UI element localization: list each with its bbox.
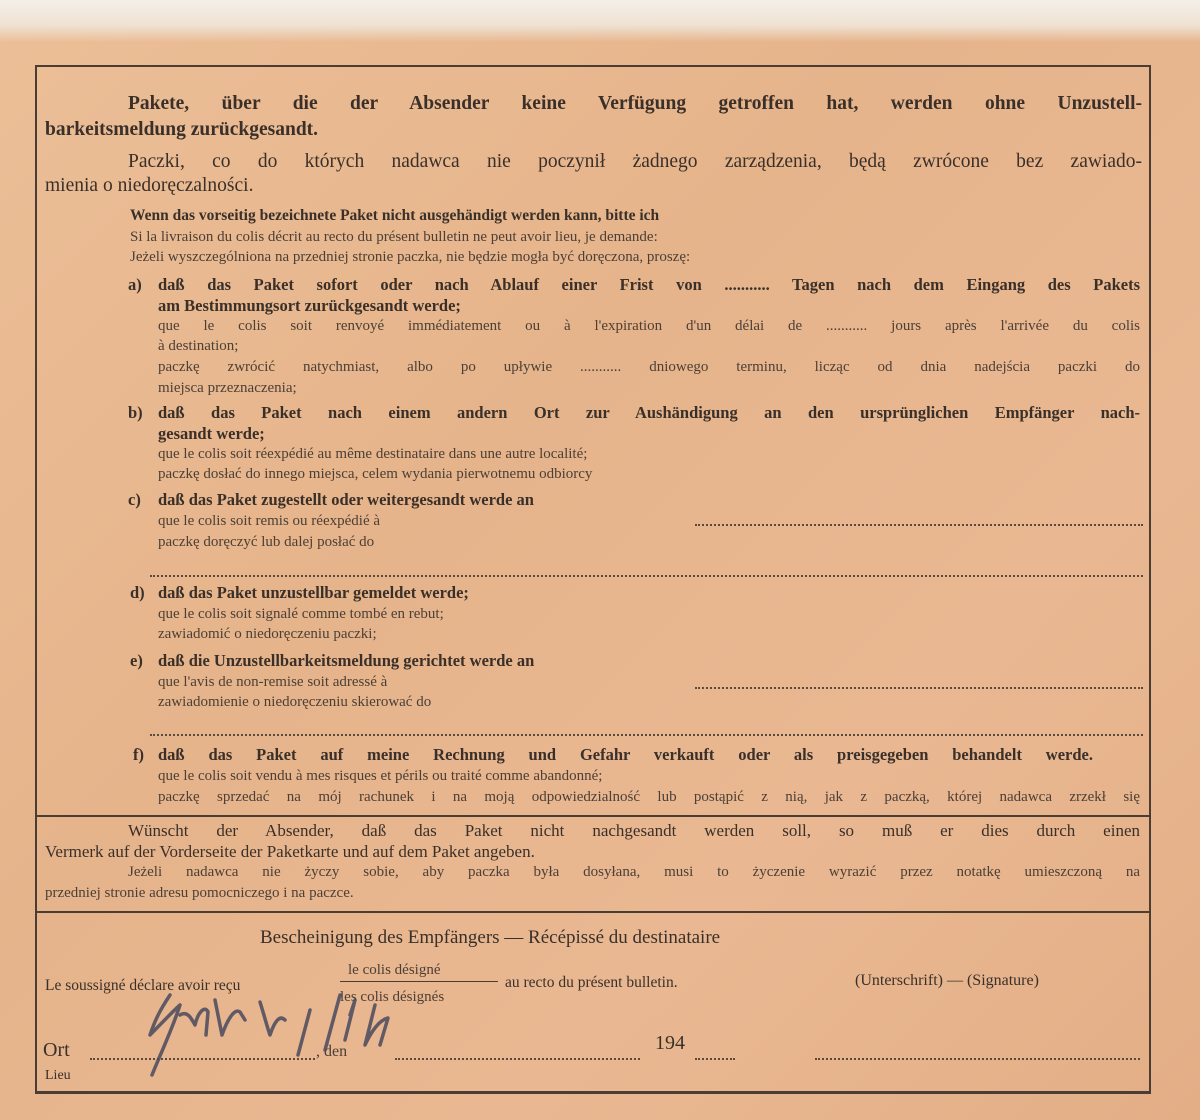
notice-pl-1: Paczki, co do których nadawca nie poczynił żadnego zarządzenia, będą zwrócone bez zawiado- xyxy=(128,151,1142,172)
ort-label: Ort xyxy=(43,1039,70,1061)
option-a-de-2: am Bestimmungsort zurückgesandt werde; xyxy=(158,296,461,315)
year-field[interactable] xyxy=(695,1058,735,1060)
forwarding-pl-2: przedniej stronie adresu pomocniczego i na paczce. xyxy=(45,885,354,901)
signature-field[interactable] xyxy=(815,1058,1140,1060)
receipt-singular: le colis désigné xyxy=(348,962,441,978)
option-d-de: daß das Paket unzustellbar gemeldet werde; xyxy=(158,583,469,602)
option-c-address-field-2[interactable] xyxy=(150,575,1143,577)
option-f-pl: paczkę sprzedać na mój rachunek i na moją odpowiedzialność lub postąpić z nią, jak z paczką, której nadawca zrzekł się xyxy=(158,789,1140,805)
option-d-label: d) xyxy=(130,583,145,602)
option-a-pl-2: miejsca przeznaczenia; xyxy=(158,380,297,396)
option-b-de-1: daß das Paket nach einem andern Ort zur Aushändigung an den ursprünglichen Empfänger nach- xyxy=(158,403,1140,422)
intro-fr: Si la livraison du colis décrit au recto du présent bulletin ne peut avoir lieu, je demande: xyxy=(130,229,658,245)
notice-de-1: Pakete, über die der Absender keine Verfügung getroffen hat, werden ohne Unzustell- xyxy=(128,93,1142,114)
option-b-fr: que le colis soit réexpédié au même destinataire dans une autre localité; xyxy=(158,446,588,462)
option-c-pl: paczkę doręczyć lub dalej posłać do xyxy=(158,534,375,550)
option-c-fr: que le colis soit remis ou réexpédié à xyxy=(158,513,381,529)
signature-label: (Unterschrift) — (Signature) xyxy=(855,972,1039,989)
option-a-de-1: daß das Paket sofort oder nach Ablauf einer Frist von ........... Tagen nach dem Eingang des Pakets xyxy=(158,275,1140,294)
receipt-plural: les colis désignés xyxy=(340,989,445,1005)
option-b-de-2: gesandt werde; xyxy=(158,424,265,443)
option-a-label: a) xyxy=(128,275,142,294)
notice-pl-2: mienia o niedoręczalności. xyxy=(45,175,254,196)
intro-de: Wenn das vorseitig bezeichnete Paket nicht ausgehändigt werden kann, bitte ich xyxy=(130,207,660,224)
fraction-bar xyxy=(340,981,498,982)
option-e-fr: que l'avis de non-remise soit adressé à xyxy=(158,674,388,690)
torn-top-edge xyxy=(0,0,1200,42)
option-b-pl: paczkę dosłać do innego miejsca, celem wydania pierwotnemu odbiorcy xyxy=(158,466,593,482)
lieu-label: Lieu xyxy=(45,1068,71,1083)
option-e-de: daß die Unzustellbarkeitsmeldung gerichtet werde an xyxy=(158,651,535,670)
notice-de-2: barkeitsmeldung zurückgesandt. xyxy=(45,119,319,140)
intro-pl: Jeżeli wyszczególniona na przedniej stronie paczka, nie będzie mogła być doręczona, proszę: xyxy=(130,249,691,265)
forwarding-pl-1: Jeżeli nadawca nie życzy sobie, aby paczka była dosyłana, musi to życzenie wyrazić przez notatkę umieszczoną na xyxy=(128,864,1140,880)
receipt-declare: Le soussigné déclare avoir reçu xyxy=(45,977,241,994)
forwarding-de-1: Wünscht der Absender, daß das Paket nicht nachgesandt werden soll, so muß er dies durch einen xyxy=(128,821,1140,840)
forwarding-de-2: Vermerk auf der Vorderseite der Paketkarte und auf dem Paket angeben. xyxy=(45,842,535,861)
option-f-fr: que le colis soit vendu à mes risques et périls ou traité comme abandonné; xyxy=(158,768,603,784)
option-c-de: daß das Paket zugestellt oder weitergesandt werde an xyxy=(158,490,534,509)
option-e-address-field[interactable] xyxy=(695,687,1143,689)
option-c-address-field[interactable] xyxy=(695,524,1143,526)
option-e-pl: zawiadomienie o niedoręczeniu skierować do xyxy=(158,694,432,710)
option-a-pl-1: paczkę zwrócić natychmiast, albo po upływie ........... dniowego terminu, licząc od dnia nadejścia paczki do xyxy=(158,359,1140,375)
option-b-label: b) xyxy=(128,403,143,422)
option-d-fr: que le colis soit signalé comme tombé en rebut; xyxy=(158,606,444,622)
option-a-fr-1: que le colis soit renvoyé immédiatement ou à l'expiration d'un délai de ........... jours après l'arrivée du colis xyxy=(158,318,1140,334)
divider xyxy=(35,815,1149,817)
den-label: , den xyxy=(316,1043,348,1060)
handwritten-signature xyxy=(110,990,490,1080)
option-f-de: daß das Paket auf meine Rechnung und Gefahr verkauft oder als preisgegeben behandelt werde. xyxy=(158,745,1093,764)
year-prefix: 194 xyxy=(655,1032,685,1054)
option-d-pl: zawiadomić o niedoręczeniu paczki; xyxy=(158,626,377,642)
option-c-label: c) xyxy=(128,490,141,509)
option-f-label: f) xyxy=(133,745,144,764)
option-a-fr-2: à destination; xyxy=(158,338,239,354)
option-e-address-field-2[interactable] xyxy=(150,734,1143,736)
option-e-label: e) xyxy=(130,651,143,670)
receipt-recto: au recto du présent bulletin. xyxy=(505,974,678,991)
receipt-title: Bescheinigung des Empfängers — Récépissé du destinataire xyxy=(260,927,721,948)
divider xyxy=(35,911,1149,913)
